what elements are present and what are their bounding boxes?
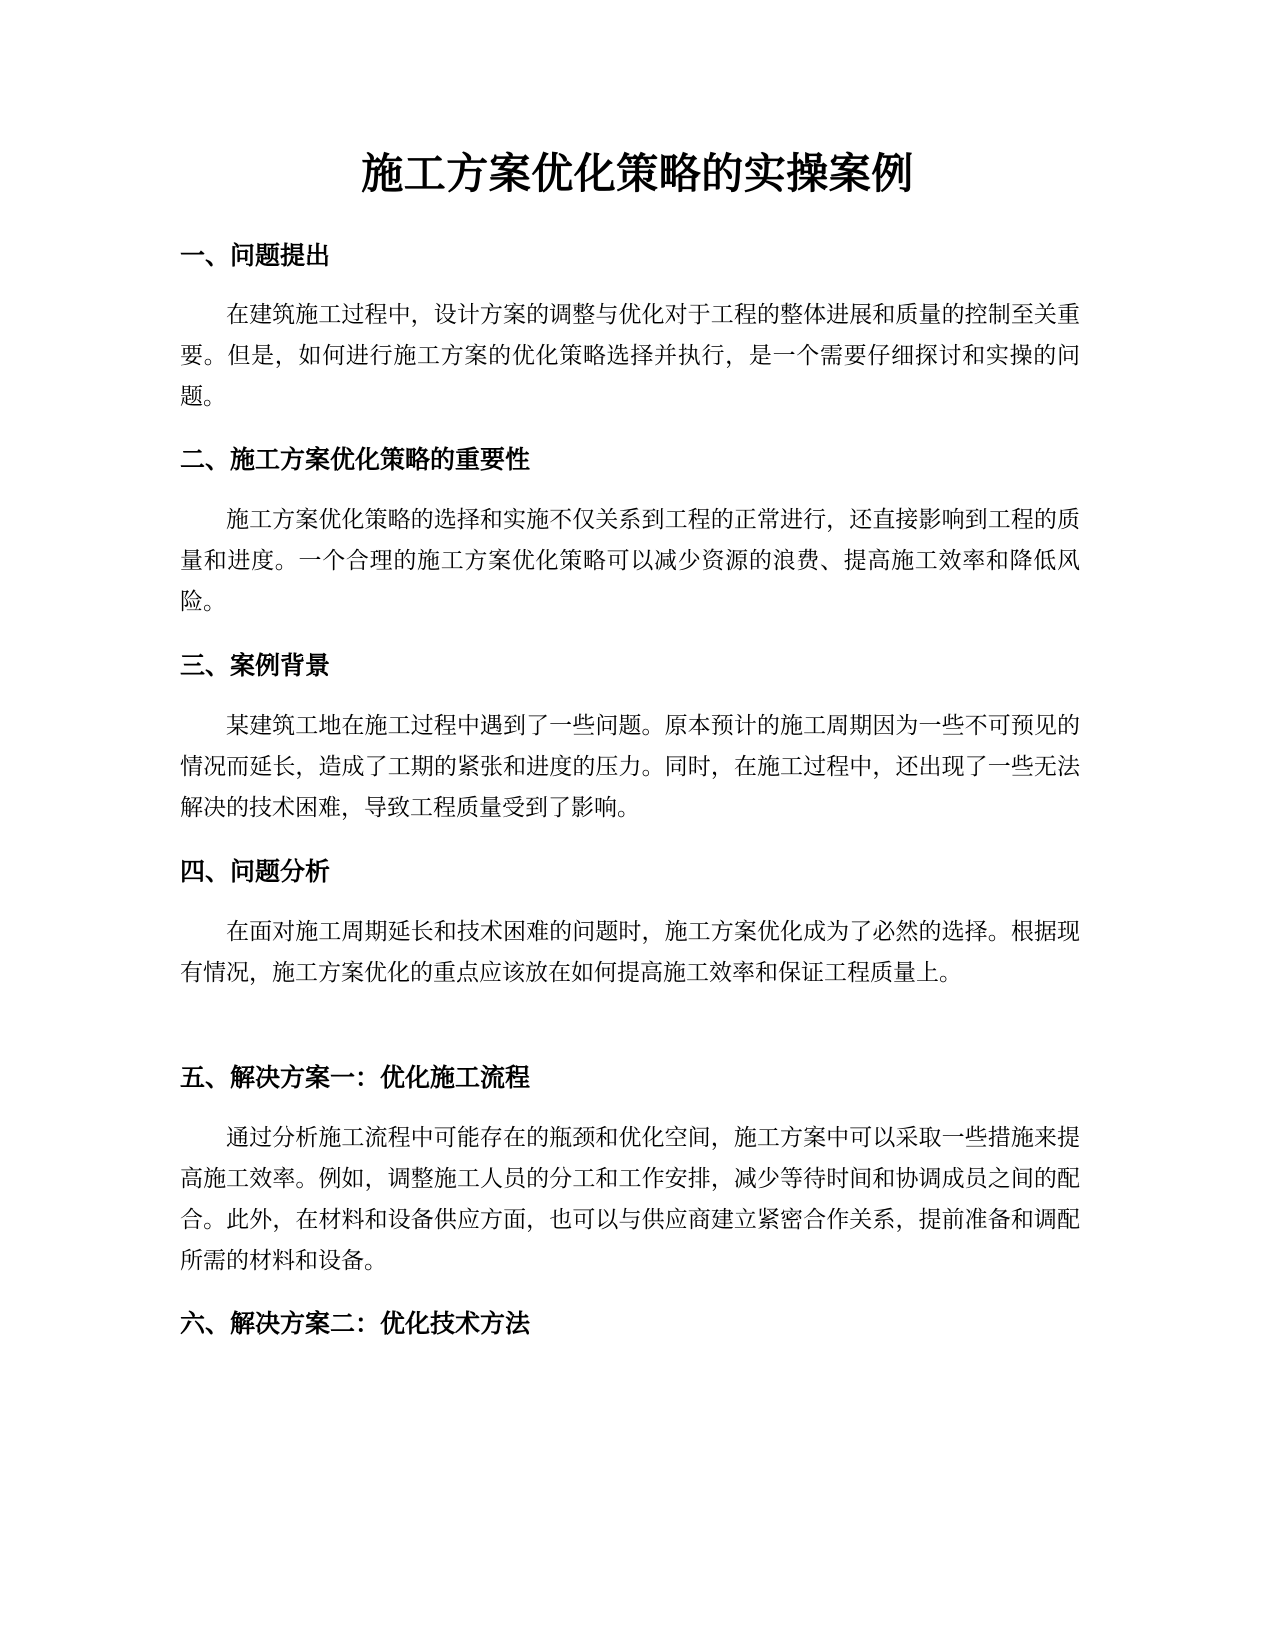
- section-heading-4: 四、问题分析: [180, 857, 331, 886]
- section-heading-5: 五、解决方案一：优化施工流程: [180, 1063, 531, 1092]
- section-heading-1: 一、问题提出: [180, 241, 331, 270]
- section-heading-6: 六、解决方案二：优化技术方法: [180, 1309, 531, 1338]
- document-title: 施工方案优化策略的实操案例: [361, 149, 914, 198]
- section-heading-2: 二、施工方案优化策略的重要性: [180, 445, 531, 474]
- section-body-4: 在面对施工周期延长和技术困难的问题时，施工方案优化成为了必然的选择。根据现有情况，施工方案优化的重点应该放在如何提高施工效率和保证工程质量上。: [180, 919, 1080, 986]
- section-body-3: 某建筑工地在施工过程中遇到了一些问题。原本预计的施工周期因为一些不可预见的情况而延长，造成了工期的紧张和进度的压力。同时，在施工过程中，还出现了一些无法解决的技术困难，导致工程质量受到了影响。: [180, 713, 1080, 821]
- section-body-2: 施工方案优化策略的选择和实施不仅关系到工程的正常进行，还直接影响到工程的质量和进度。一个合理的施工方案优化策略可以减少资源的浪费、提高施工效率和降低风险。: [180, 507, 1080, 615]
- section-body-5: 通过分析施工流程中可能存在的瓶颈和优化空间，施工方案中可以采取一些措施来提高施工效率。例如，调整施工人员的分工和工作安排，减少等待时间和协调成员之间的配合。此外，在材料和设备供应方面，也可以与供应商建立紧密合作关系，提前准备和调配所需的材料和设备。: [180, 1125, 1080, 1274]
- section-heading-3: 三、案例背景: [180, 651, 331, 680]
- section-body-1: 在建筑施工过程中，设计方案的调整与优化对于工程的整体进展和质量的控制至关重要。但是，如何进行施工方案的优化策略选择并执行，是一个需要仔细探讨和实操的问题。: [180, 302, 1080, 410]
